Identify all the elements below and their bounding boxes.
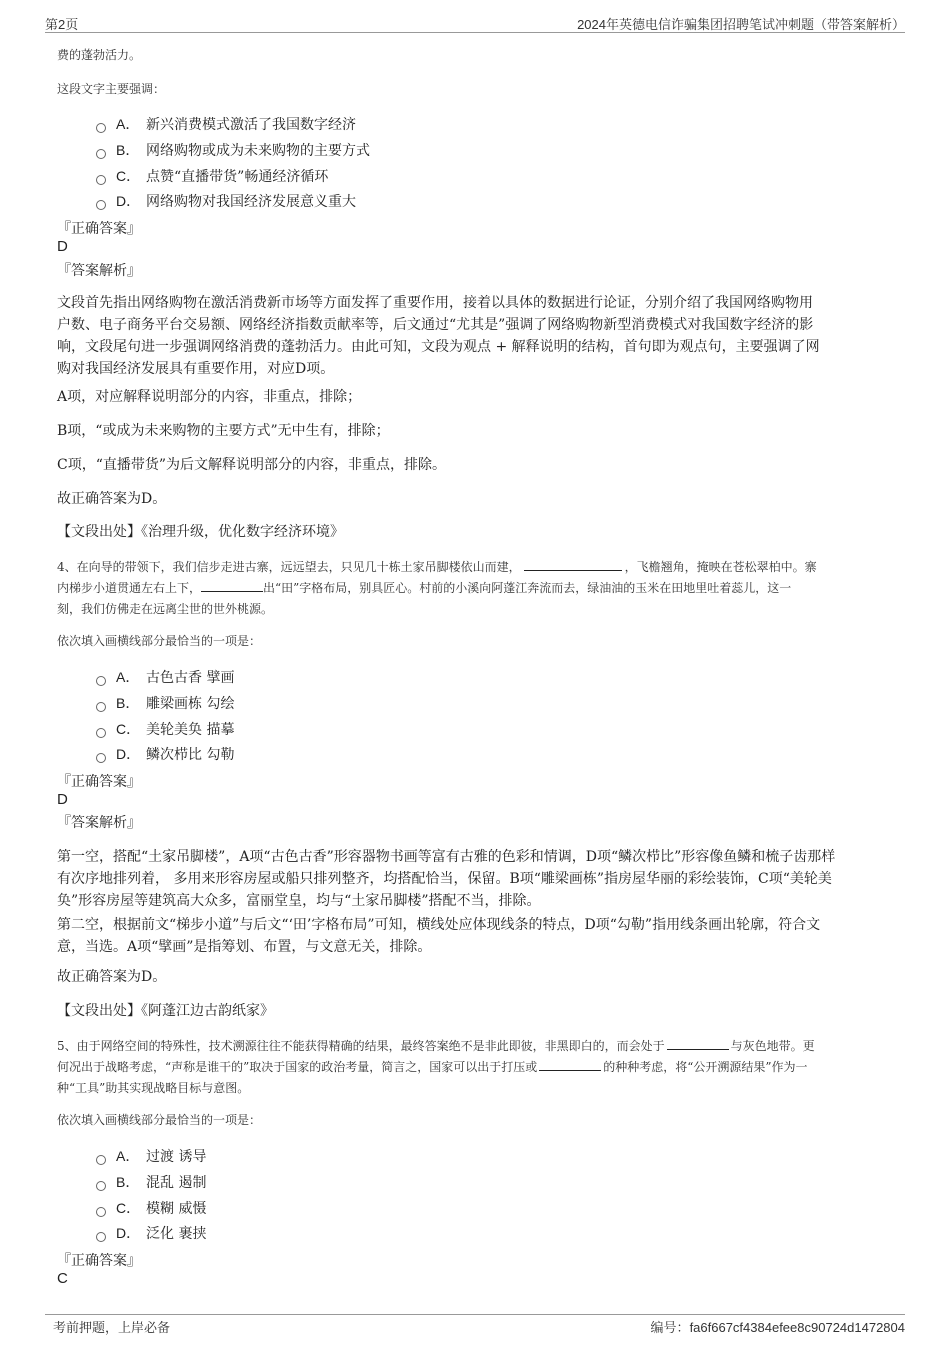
q5-answer: C [57,1270,68,1287]
radio-icon[interactable] [96,753,106,763]
q4-analysis-tag: 『答案解析』 [57,815,141,831]
analysis-line: 第一空，搭配“土家吊脚楼”，A项“古色古香”形容器物书画等富有古雅的色彩和情调，D项“鳞次栉比”形容像鱼鳞和梳子齿那样 [57,849,836,865]
q4-prompt: 依次填入画横线部分最恰当的一项是： [57,634,262,648]
q4-option-d[interactable] [96,743,234,765]
q4-stem-line-1 [57,557,895,578]
q5-prompt: 依次填入画横线部分最恰当的一项是： [57,1113,262,1127]
code-value: fa6f667cf4384efee8c90724d1472804 [689,1320,905,1335]
q3-option-c[interactable] [96,165,328,187]
q4-answer: D [57,791,68,808]
radio-icon[interactable] [96,123,106,133]
q4-stem-line-3: 刻，我们仿佛走在远离尘世的世外桃源。 [57,602,274,616]
option-letter: B． [116,142,140,158]
q4-stem-line-2 [57,578,895,599]
fill-blank-1[interactable] [667,1037,729,1050]
analysis-line: 户数、电子商务平台交易额、网络经济指数贡献率等，后文通过“尤其是”强调了网络购物新型消费模式对我国数字经济的影 [57,317,814,333]
q5-stem-line-1 [57,1036,895,1057]
q5-answer-tag: 『正确答案』 [57,1253,141,1269]
q3-analysis-a: A项，对应解释说明部分的内容，非重点，排除； [57,389,362,405]
radio-icon[interactable] [96,728,106,738]
fill-blank-1[interactable] [524,558,622,571]
option-text: 网络购物对我国经济发展意义重大 [146,194,356,210]
q5-option-b[interactable] [96,1171,206,1193]
stem-text: ，飞檐翘角，掩映在苍松翠柏中。寨 [624,560,817,574]
analysis-line: 有次序地排列着， 多用来形容房屋或船只排列整齐，均搭配恰当，保留。B项“雕梁画栋”指房屋华丽的彩绘装饰，C项“美轮美 [57,871,832,887]
q3-option-b[interactable] [96,139,370,161]
option-text: 古色古香 擘画 [146,670,235,686]
q5-stem-line-2 [57,1057,895,1078]
q3-option-a[interactable] [96,113,356,135]
analysis-line: 购对我国经济发展具有重要作用，对应D项。 [57,361,335,377]
radio-icon[interactable] [96,1232,106,1242]
radio-icon[interactable] [96,175,106,185]
radio-icon[interactable] [96,1207,106,1217]
q3-analysis-b: B项，“或成为未来购物的主要方式”无中生有，排除； [57,423,390,439]
q4-option-a[interactable] [96,666,234,688]
option-letter: A． [116,1148,140,1164]
q5-option-c[interactable] [96,1197,206,1219]
footer-slogan: 考前押题，上岸必备 [53,1320,171,1335]
q4-conclusion: 故正确答案为D。 [57,969,167,985]
q3-option-d[interactable] [96,190,356,212]
q4-analysis-paragraph-2 [57,914,895,958]
radio-icon[interactable] [96,1155,106,1165]
option-letter: B． [116,1174,140,1190]
q4-option-c[interactable] [96,718,234,740]
stem-text: 内梯步小道贯通左右上下， [57,581,202,595]
option-text: 模糊 威慑 [146,1201,207,1217]
stem-text: 4、在向导的带领下，我们信步走进古寨，远远望去，只见几十栋土家吊脚楼依山而建， [57,560,521,574]
analysis-line: 响，文段尾句进一步强调网络消费的蓬勃活力。由此可知，文段为观点 + 解释说明的结构，首句即为观点句，主要强调了网 [57,339,820,355]
q3-conclusion: 故正确答案为D。 [57,491,167,507]
stem-text: 出“田”字格布局，别具匠心。村前的小溪向阿蓬江奔流而去，绿油油的玉米在田地里吐着蕊儿，这一 [263,581,792,595]
option-letter: C． [116,721,141,737]
fill-blank-2[interactable] [539,1058,601,1071]
q5-option-a[interactable] [96,1145,206,1167]
analysis-line: 意，当选。A项“擘画”是指筹划、布置，与文意无关，排除。 [57,939,432,955]
q5-stem-line-3: 种“工具”助其实现战略目标与意图。 [57,1081,250,1095]
stem-text: 5、由于网络空间的特殊性，技术溯源往往不能获得精确的结果，最终答案绝不是非此即彼，非黑即白的，而会处于 [57,1039,665,1053]
q5-option-d[interactable] [96,1222,206,1244]
option-text: 美轮美奂 描摹 [146,722,235,738]
option-text: 网络购物或成为未来购物的主要方式 [146,143,370,159]
page-footer [45,1314,905,1336]
stem-text: 何况出于战略考虑，“声称是谁干的”取决于国家的政治考量，简言之，国家可以出于打压或 [57,1060,538,1074]
radio-icon[interactable] [96,1181,106,1191]
page-number: 第2页 [45,17,79,32]
document-title: 2024年英德电信诈骗集团招聘笔试冲刺题（带答案解析） [577,17,905,32]
q4-option-b[interactable] [96,692,234,714]
analysis-line: 第二空，根据前文“梯步小道”与后文“‘田’字格布局”可知，横线处应体现线条的特点，D项“勾勒”指用线条画出轮廓，符合文 [57,917,821,933]
option-letter: D． [116,193,141,209]
option-letter: A． [116,669,140,685]
option-text: 鳞次栉比 勾勒 [146,747,235,763]
option-text: 点赞“直播带货”畅通经济循环 [146,169,329,185]
option-letter: D． [116,1225,141,1241]
q4-answer-tag: 『正确答案』 [57,774,141,790]
option-letter: C． [116,1200,141,1216]
footer-code [651,1317,905,1336]
stem-text: 与灰色地带。更 [730,1039,815,1053]
q3-continuation: 费的蓬勃活力。 [57,48,142,62]
q3-analysis-paragraph [57,292,895,380]
q4-analysis-paragraph-1 [57,846,895,912]
option-text: 混乱 遏制 [146,1175,207,1191]
analysis-line: 奂”形容房屋等建筑高大众多，富丽堂皇，均与“土家吊脚楼”搭配不当，排除。 [57,893,541,909]
q3-analysis-c: C项，“直播带货”为后文解释说明部分的内容，非重点，排除。 [57,457,447,473]
radio-icon[interactable] [96,149,106,159]
q3-analysis-tag: 『答案解析』 [57,263,141,279]
fill-blank-2[interactable] [201,579,263,592]
option-text: 过渡 诱导 [146,1149,207,1165]
option-letter: D． [116,746,141,762]
radio-icon[interactable] [96,200,106,210]
q3-source: 【文段出处】《治理升级，优化数字经济环境》 [57,524,344,540]
code-label: 编号： [650,1320,690,1335]
option-text: 新兴消费模式激活了我国数字经济 [146,117,356,133]
q3-prompt: 这段文字主要强调： [57,82,166,96]
q4-stem [57,557,895,620]
stem-text: 的种种考虑，将“公开溯源结果”作为一 [603,1060,808,1074]
analysis-line: 文段首先指出网络购物在激活消费新市场等方面发挥了重要作用，接着以具体的数据进行论证，分别介绍了我国网络购物用 [57,295,813,311]
option-letter: C． [116,168,141,184]
q3-answer: D [57,238,68,255]
q4-source: 【文段出处】《阿蓬江边古韵纸家》 [57,1003,274,1019]
option-letter: A． [116,116,140,132]
option-letter: B． [116,695,140,711]
page-header [45,12,905,33]
radio-icon[interactable] [96,702,106,712]
q5-stem [57,1036,895,1099]
option-text: 泛化 裹挟 [146,1226,207,1242]
radio-icon[interactable] [96,676,106,686]
option-text: 雕梁画栋 勾绘 [146,696,235,712]
q3-answer-tag: 『正确答案』 [57,221,141,237]
